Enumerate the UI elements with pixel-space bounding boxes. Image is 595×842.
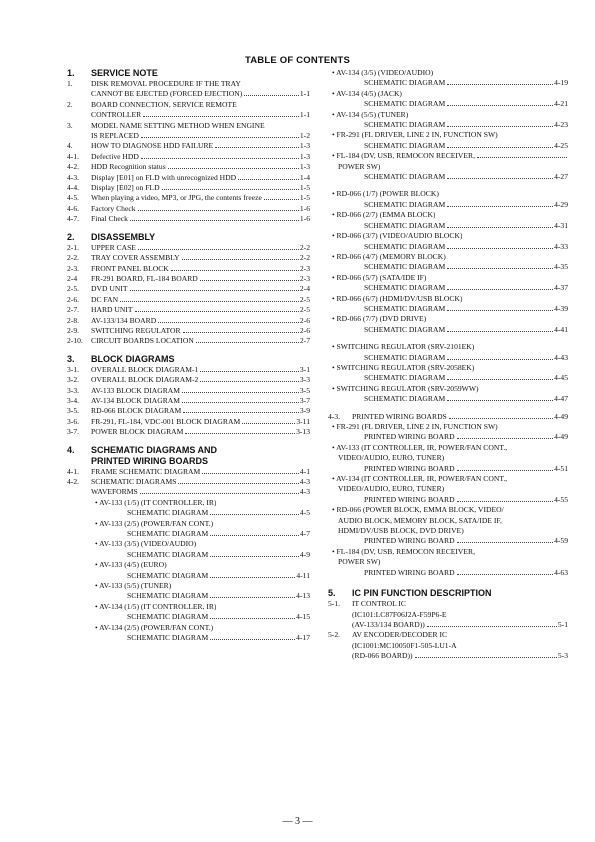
toc-bullet[interactable] xyxy=(328,342,568,352)
toc-entry[interactable]: 3-4. AV-134 BLOCK DIAGRAM 3-7 xyxy=(67,395,310,405)
toc-entry[interactable]: 4-4. Display [E02] on FLD 1-5 xyxy=(67,183,310,193)
toc-sub-entry[interactable] xyxy=(328,141,568,151)
section-heading-cont: PRINTED WIRING BOARDS xyxy=(91,455,208,466)
toc-entry[interactable]: 3-3. AV-133 BLOCK DIAGRAM 3-5 xyxy=(67,385,310,395)
page-number: 1-2 xyxy=(299,131,310,141)
page-number: 3-7 xyxy=(299,395,310,405)
toc-entry-cont[interactable]: (RD-066 BOARD)) 5-3 xyxy=(352,651,568,661)
sub-entry-title: SCHEMATIC DIAGRAM xyxy=(364,199,446,209)
toc-bullet[interactable] xyxy=(67,581,310,591)
toc-sub-entry[interactable] xyxy=(328,283,568,293)
sub-entry-title: SCHEMATIC DIAGRAM xyxy=(364,394,446,404)
page-number: 4-51 xyxy=(554,463,568,473)
page-number: 2-6 xyxy=(299,325,310,335)
toc-bullet[interactable] xyxy=(67,560,310,570)
toc-bullet[interactable] xyxy=(328,252,568,262)
schematic-list-left xyxy=(67,498,310,644)
bullet-title: • AV-133 (1/5) (IT CONTROLLER, IR) xyxy=(95,497,217,507)
bullet-title: • FR-291 (FL DRIVER, LINE 2 IN, FUNCTION SW) xyxy=(332,130,498,140)
page-number: 2-3 xyxy=(299,273,310,283)
bullet-title: • RD-066 (POWER BLOCK, EMMA BLOCK, VIDEO/ xyxy=(332,505,504,515)
page-footer-number: — 3 — xyxy=(282,816,313,827)
sub-entry-title: SCHEMATIC DIAGRAM xyxy=(364,241,446,251)
section-heading: 3. BLOCK DIAGRAMS xyxy=(67,353,175,364)
bullet-title: • AV-134 (4/5) (JACK) xyxy=(332,88,402,98)
toc-bullet[interactable] xyxy=(328,68,568,78)
page-number: 4-3 xyxy=(299,477,310,486)
page-number: 4-39 xyxy=(554,303,568,313)
toc-sub-entry[interactable] xyxy=(328,200,568,210)
bullet-title: • SWITCHING REGULATOR (SRV-2059WW) xyxy=(332,383,479,393)
sub-entry-title: SCHEMATIC DIAGRAM xyxy=(364,78,446,88)
page-number: 1-1 xyxy=(299,110,310,120)
toc-entry[interactable]: 4-2. SCHEMATIC DIAGRAMS 4-3 xyxy=(67,477,310,486)
page-number: 4-17 xyxy=(296,633,310,643)
bullet-title: • AV-133 (2/5) (POWER/FAN CONT.) xyxy=(95,518,214,528)
section-heading: 1. SERVICE NOTE xyxy=(67,68,158,78)
toc-entry[interactable]: 3-7. POWER BLOCK DIAGRAM 3-13 xyxy=(67,427,310,437)
toc-bullet[interactable] xyxy=(328,110,568,120)
schematic-list-a xyxy=(328,68,568,151)
bullet-title: • SWITCHING REGULATOR (SRV-2058EK) xyxy=(332,362,475,372)
page-number: 4-43 xyxy=(554,352,568,362)
toc-entry[interactable]: 2-9. SWITCHING REGULATOR 2-6 xyxy=(67,325,310,335)
toc-bullet[interactable] xyxy=(328,384,568,394)
sub-entry-title: SCHEMATIC DIAGRAM xyxy=(364,303,446,313)
toc-sub-entry[interactable] xyxy=(67,591,310,601)
page-number: 3-11 xyxy=(296,416,310,426)
toc-bullet[interactable] xyxy=(328,189,568,199)
page-number: 4-37 xyxy=(554,283,568,293)
bullet-title: • AV-133 (3/5) (VIDEO/AUDIO) xyxy=(95,539,197,549)
sub-entry-title: SCHEMATIC DIAGRAM xyxy=(364,283,446,293)
sub-entry-title: SCHEMATIC DIAGRAM xyxy=(364,352,446,362)
page-number: 1-6 xyxy=(299,203,310,213)
page-number: 2-5 xyxy=(299,305,310,315)
sub-entry-title: SCHEMATIC DIAGRAM xyxy=(127,549,209,559)
toc-sub-entry[interactable] xyxy=(328,221,568,231)
sub-entry-title: PRINTED WIRING BOARD xyxy=(364,494,455,504)
toc-bullet[interactable] xyxy=(67,498,310,508)
toc-entry-cont[interactable]: CONTROLLER 1-1 xyxy=(91,110,310,120)
toc-bullet[interactable] xyxy=(328,294,568,304)
page-number: 1-1 xyxy=(299,89,310,99)
bullet-title: POWER SW) xyxy=(338,557,381,567)
toc-sub-entry[interactable] xyxy=(67,550,310,560)
toc-bullet-cont xyxy=(328,557,568,567)
toc-sub-entry[interactable] xyxy=(328,78,568,88)
toc-sub-entry[interactable] xyxy=(328,373,568,383)
bullet-title: VIDEO/AUDIO, EURO, TUNER) xyxy=(338,484,445,494)
toc-entry[interactable]: 2-7. HARD UNIT 2-5 xyxy=(67,305,310,315)
page-number: 4-31 xyxy=(554,220,568,230)
toc-sub-entry[interactable] xyxy=(67,633,310,643)
page-number: 4-9 xyxy=(299,549,310,559)
page-number: 4-35 xyxy=(554,262,568,272)
toc-sub-entry[interactable] xyxy=(328,495,568,505)
sub-entry-title: SCHEMATIC DIAGRAM xyxy=(127,529,209,539)
toc-sub-entry[interactable] xyxy=(67,612,310,622)
page-number: 1-4 xyxy=(299,172,310,182)
toc-bullet[interactable] xyxy=(67,539,310,549)
page-number: 4-47 xyxy=(554,394,568,404)
page-number: 4-49 xyxy=(554,411,568,421)
toc-sub-entry[interactable] xyxy=(328,262,568,272)
bullet-title: • RD-066 (6/7) (HDMI/DV/USB BLOCK) xyxy=(332,293,463,303)
toc-sub-entry[interactable] xyxy=(67,508,310,518)
page-number: 2-6 xyxy=(299,315,310,325)
bullet-title: • RD-066 (3/7) (VIDEO/AUDIO BLOCK) xyxy=(332,231,463,241)
toc-bullet[interactable] xyxy=(328,130,568,140)
section-heading: 2. DISASSEMBLY xyxy=(67,231,156,242)
toc-entry[interactable]: 4-5. When playing a video, MP3, or JPG, the contents freeze 1-5 xyxy=(67,193,310,203)
toc-bullet-cont xyxy=(328,453,568,463)
page-number: 4-63 xyxy=(554,567,568,577)
toc-entry[interactable]: 4-6. Factory Check 1-6 xyxy=(67,203,310,213)
toc-entry[interactable]: 4-1. FRAME SCHEMATIC DIAGRAM 4-1 xyxy=(67,466,310,476)
toc-entry[interactable]: 3-6. FR-291, FL-184, VDC-001 BLOCK DIAGRAM 3-11 xyxy=(67,416,310,426)
toc-sub-entry[interactable] xyxy=(328,536,568,546)
toc-bullet-cont: POWER SW) xyxy=(338,161,381,171)
sub-entry-title: PRINTED WIRING BOARD xyxy=(364,432,455,442)
page-number: 1-3 xyxy=(299,162,310,172)
sub-entry-title: PRINTED WIRING BOARD xyxy=(364,567,455,577)
page-number: 4-19 xyxy=(554,78,568,88)
toc-entry[interactable]: 2-1. UPPER CASE 2-2 xyxy=(67,242,310,252)
toc-entry[interactable]: WAVEFORMS 4-3 xyxy=(91,487,310,497)
sub-entry-title: SCHEMATIC DIAGRAM xyxy=(364,99,446,109)
page-title: TABLE OF CONTENTS xyxy=(244,55,351,66)
toc-left-column xyxy=(67,68,310,644)
toc-bullet-cont xyxy=(328,526,568,536)
toc-right-column xyxy=(328,68,568,662)
toc-entry[interactable]: 2. BOARD CONNECTION, SERVICE REMOTE xyxy=(67,99,237,109)
toc-entry[interactable]: 3-1. OVERALL BLOCK DIAGRAM-1 3-1 xyxy=(67,364,310,374)
page-number: 4-33 xyxy=(554,241,568,251)
page-number: 4-59 xyxy=(554,536,568,546)
toc-entry[interactable]: 4-3. Display [E01] on FLD with unrecognized HDD 1-4 xyxy=(67,172,310,182)
toc-entry-cont[interactable]: (AV-133/134 BOARD)) 5-1 xyxy=(352,619,568,629)
toc-entry[interactable]: 2-2. TRAY COVER ASSEMBLY 2-2 xyxy=(67,253,310,263)
page-number: 2-2 xyxy=(299,253,310,263)
toc-sub-entry[interactable] xyxy=(328,99,568,109)
page-number: 4-21 xyxy=(554,99,568,109)
page-number: 3-9 xyxy=(299,406,310,416)
bullet-title: • AV-133 (4/5) (EURO) xyxy=(95,560,167,570)
page-number: 4-49 xyxy=(554,432,568,442)
toc-entry[interactable]: 2-3. FRONT PANEL BLOCK 2-3 xyxy=(67,263,310,273)
toc-sub-entry[interactable] xyxy=(328,353,568,363)
bullet-title: • AV-134 (3/5) (VIDEO/AUDIO) xyxy=(332,68,434,77)
sub-entry-title: SCHEMATIC DIAGRAM xyxy=(364,120,446,130)
sub-entry-title: SCHEMATIC DIAGRAM xyxy=(364,140,446,150)
schematic-list-c xyxy=(328,342,568,404)
toc-entry[interactable]: 2-4 FR-291 BOARD, FL-184 BOARD 2-3 xyxy=(67,273,310,283)
bullet-title: • RD-066 (7/7) (DVD DRIVE) xyxy=(332,314,427,324)
bullet-title: HDMI/DV/USB BLOCK, DVD DRIVE) xyxy=(338,526,464,536)
page-number: 4-25 xyxy=(554,140,568,150)
toc-bullet[interactable] xyxy=(328,363,568,373)
sub-entry-title: SCHEMATIC DIAGRAM xyxy=(364,262,446,272)
page-number: 1-3 xyxy=(299,141,310,151)
sub-entry-title: PRINTED WIRING BOARD xyxy=(364,536,455,546)
bullet-title: VIDEO/AUDIO, EURO, TUNER) xyxy=(338,453,445,463)
sub-entry-title: SCHEMATIC DIAGRAM xyxy=(127,570,209,580)
page-number: 4-45 xyxy=(554,373,568,383)
page-number: 5-3 xyxy=(557,651,568,661)
toc-entry[interactable]: 3-2. OVERALL BLOCK DIAGRAM-2 3-3 xyxy=(67,375,310,385)
page-number: 4-1 xyxy=(299,466,310,476)
toc-sub-entry[interactable] xyxy=(328,242,568,252)
page-number: 4-41 xyxy=(554,324,568,334)
page-number: 4-11 xyxy=(296,570,310,580)
page-number: 2-7 xyxy=(299,336,310,346)
toc-bullet-cont xyxy=(328,484,568,494)
page-number: 4-55 xyxy=(554,494,568,504)
toc-entry-cont[interactable]: CANNOT BE EJECTED (FORCED EJECTION) 1-1 xyxy=(91,89,310,99)
toc-bullet[interactable] xyxy=(328,474,568,484)
page-number: 4-15 xyxy=(296,612,310,622)
bullet-title: • RD-066 (1/7) (POWER BLOCK) xyxy=(332,189,439,199)
sub-entry-title: SCHEMATIC DIAGRAM xyxy=(127,612,209,622)
toc-sub-entry[interactable] xyxy=(328,568,568,578)
toc-bullet[interactable] xyxy=(67,602,310,612)
toc-entry[interactable]: 2-8. AV-133/134 BOARD 2-6 xyxy=(67,315,310,325)
toc-entry-cont: (IC1001:MC10050F1-505-LU1-A xyxy=(352,640,457,650)
bullet-title: • FR-291 (FL DRIVER, LINE 2 IN, FUNCTION SW) xyxy=(332,422,498,431)
toc-entry[interactable]: 4-7. Final Check 1-6 xyxy=(67,214,310,224)
toc-entry[interactable]: 4-1. Defective HDD 1-3 xyxy=(67,151,310,161)
bullet-title: • AV-134 (1/5) (IT CONTROLLER, IR) xyxy=(95,601,217,611)
section-heading: 4. SCHEMATIC DIAGRAMS AND xyxy=(67,444,217,455)
schematic-list-b xyxy=(328,189,568,335)
toc-entry-cont: (IC101:LC87F06J2A-F59P6-E xyxy=(352,609,447,619)
sub-entry-title: PRINTED WIRING BOARD xyxy=(364,463,455,473)
page-number: 4-23 xyxy=(554,120,568,130)
toc-bullet[interactable] xyxy=(328,505,568,515)
toc-bullet[interactable] xyxy=(67,623,310,633)
bullet-title: • AV-134 (5/5) (TUNER) xyxy=(332,109,409,119)
toc-bullet[interactable] xyxy=(328,231,568,241)
toc-entry[interactable]: 3-5. RD-066 BLOCK DIAGRAM 3-9 xyxy=(67,406,310,416)
page-number: 4-5 xyxy=(299,508,310,518)
toc-bullet[interactable] xyxy=(328,314,568,324)
page-number: 3-3 xyxy=(299,375,310,385)
page-number: 3-5 xyxy=(299,385,310,395)
bullet-title: • RD-066 (4/7) (MEMORY BLOCK) xyxy=(332,251,446,261)
bullet-title: • RD-066 (5/7) (SATA/IDE IF) xyxy=(332,272,427,282)
toc-bullet[interactable] xyxy=(328,210,568,220)
toc-entry[interactable]: 5-2. AV ENCODER/DECODER IC xyxy=(328,630,448,640)
toc-entry[interactable]: 2-10. CIRCUIT BOARDS LOCATION 2-7 xyxy=(67,336,310,346)
toc-sub-entry[interactable] xyxy=(328,464,568,474)
toc-bullet[interactable] xyxy=(328,422,568,432)
bullet-title: • RD-066 (2/7) (EMMA BLOCK) xyxy=(332,210,436,220)
page-number: 4-7 xyxy=(299,529,310,539)
toc-sub-entry[interactable] xyxy=(328,432,568,442)
toc-entry[interactable]: 2-6. DC FAN 2-5 xyxy=(67,294,310,304)
page-number: 2-2 xyxy=(299,242,310,252)
toc-sub-entry[interactable] xyxy=(67,571,310,581)
toc-sub-entry[interactable] xyxy=(67,529,310,539)
toc-sub-entry[interactable] xyxy=(328,120,568,130)
page-number: 4-27 xyxy=(554,172,568,182)
sub-entry-title: SCHEMATIC DIAGRAM xyxy=(364,324,446,334)
page-number: 1-3 xyxy=(299,151,310,161)
page-number: 4-13 xyxy=(296,591,310,601)
toc-bullet[interactable] xyxy=(328,273,568,283)
bullet-title: • FL-184 (DV, USB, REMOCON RECEIVER, xyxy=(332,546,476,556)
page-number: 4-3 xyxy=(299,487,310,497)
toc-sub-entry[interactable] xyxy=(328,325,568,335)
toc-entry[interactable]: 4-3. PRINTED WIRING BOARDS 4-49 xyxy=(328,411,568,421)
bullet-title: • SWITCHING REGULATOR (SRV-2101EK) xyxy=(332,342,475,352)
pwb-list xyxy=(328,422,568,578)
toc-bullet[interactable] xyxy=(328,443,568,453)
sub-entry-title: SCHEMATIC DIAGRAM xyxy=(127,591,209,601)
toc-entry-cont[interactable]: IS REPLACED 1-2 xyxy=(91,131,310,141)
section-heading: 5. IC PIN FUNCTION DESCRIPTION xyxy=(328,588,492,599)
page-number: 2-5 xyxy=(299,294,310,304)
toc-sub-entry[interactable]: SCHEMATIC DIAGRAM 4-27 xyxy=(364,172,568,182)
toc-bullet[interactable] xyxy=(67,519,310,529)
page-number: 1-5 xyxy=(299,193,310,203)
toc-bullet-cont xyxy=(328,516,568,526)
page-number: 1-5 xyxy=(299,183,310,193)
bullet-title: • AV-134 (IT CONTROLLER, IR, POWER/FAN CONT., xyxy=(332,474,508,484)
toc-sub-entry[interactable] xyxy=(328,394,568,404)
toc-bullet[interactable] xyxy=(328,89,568,99)
toc-entry[interactable]: 5-1. IT CONTROL IC xyxy=(328,599,406,609)
toc-entry[interactable]: 4-2. HDD Recognition status 1-3 xyxy=(67,162,310,172)
page-number: 2-4 xyxy=(299,284,310,294)
toc-entry[interactable]: 2-5. DVD UNIT 2-4 xyxy=(67,284,310,294)
toc-entry[interactable]: 4. HOW TO DIAGNOSE HDD FAILURE 1-3 xyxy=(67,141,310,151)
page-number: 5-1 xyxy=(557,619,568,629)
bullet-title: • AV-133 (IT CONTROLLER, IR, POWER/FAN CONT., xyxy=(332,442,508,452)
bullet-title: AUDIO BLOCK, MEMORY BLOCK, SATA/IDE IF, xyxy=(338,515,502,525)
page-number: 4-29 xyxy=(554,199,568,209)
toc-entry[interactable]: 3. MODEL NAME SETTING METHOD WHEN ENGINE xyxy=(67,120,265,130)
sub-entry-title: SCHEMATIC DIAGRAM xyxy=(364,220,446,230)
toc-entry[interactable]: 1. DISK REMOVAL PROCEDURE IF THE TRAY xyxy=(67,79,241,88)
bullet-title: • AV-134 (2/5) (POWER/FAN CONT.) xyxy=(95,622,214,632)
page-number: 3-13 xyxy=(296,427,310,437)
page-number: 3-1 xyxy=(299,364,310,374)
sub-entry-title: SCHEMATIC DIAGRAM xyxy=(127,508,209,518)
toc-bullet[interactable] xyxy=(328,547,568,557)
toc-sub-entry[interactable] xyxy=(328,304,568,314)
toc-bullet[interactable]: • FL-184 (DV, USB, REMOCON RECEIVER, xyxy=(328,151,568,161)
page-number: 1-6 xyxy=(299,214,310,224)
sub-entry-title: SCHEMATIC DIAGRAM xyxy=(127,633,209,643)
sub-entry-title: SCHEMATIC DIAGRAM xyxy=(364,373,446,383)
page-number: 2-3 xyxy=(299,263,310,273)
bullet-title: • AV-133 (5/5) (TUNER) xyxy=(95,581,172,591)
